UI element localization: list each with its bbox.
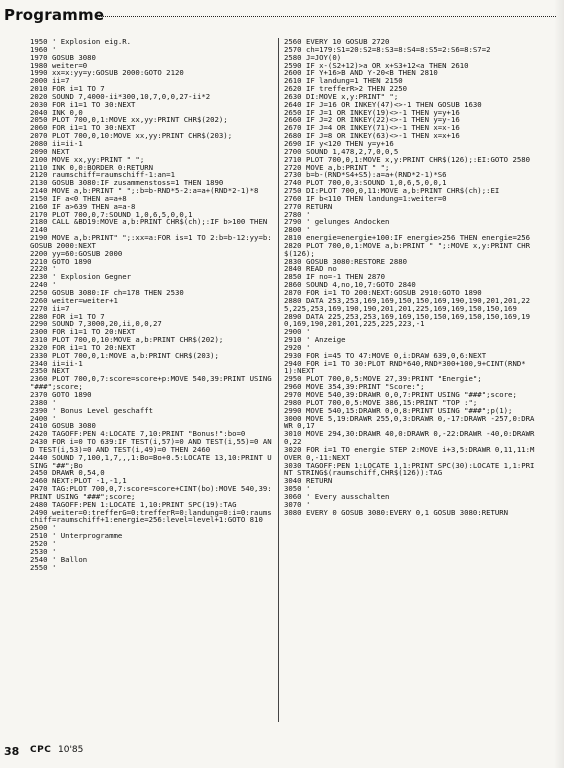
code-line: 2470 TAG:PLOT 700,0,7:score=score+CINT(bo):MOVE 540,39:PRINT USING "###";score; bbox=[30, 484, 272, 501]
code-line: 2380 ' bbox=[30, 397, 57, 407]
code-line: 2890 DATA 225,253,253,169,169,150,150,169,150,150,169,190,169,190,201,201,225,225,223,-1 bbox=[284, 311, 531, 329]
code-line: 2290 SOUND 7,3000,20,ii,0,0,27 bbox=[30, 319, 162, 329]
code-line: 2480 TAGOFF:PEN 1:LOCATE 1,10:PRINT SPC(19):TAG bbox=[30, 499, 237, 509]
code-line: 3010 MOVE 294,30:DRAWR 40,0:DRAWR 0,-22:DRAWR -40,0:DRAWR 0,22 bbox=[284, 429, 539, 447]
code-line: 2180 CALL &BD19:MOVE a,b:PRINT CHR$(ch);:IF b>100 THEN 2140 bbox=[30, 217, 272, 235]
code-line: 2310 PLOT 700,0,10:MOVE a,b:PRINT CHR$(202); bbox=[30, 335, 224, 345]
code-line: 2630 DI:MOVE x,y:PRINT" "; bbox=[284, 91, 399, 101]
code-line: 3020 FOR i=1 TO energie STEP 2:MOVE i+3,5:DRAWR 0,11,11:MOVER 0,-11:NEXT bbox=[284, 444, 535, 462]
code-line: 2440 SOUND 7,100,1,7,,,1:Bo=Bo+0.5:LOCATE 13,10:PRINT USING "##";Bo bbox=[30, 452, 272, 470]
code-line: 3030 TAGOFF:PEN 1:LOCATE 1,1:PRINT SPC(30):LOCATE 1,1:PRINT STRING$(raumschiff,CHR$(126)):TAG bbox=[284, 460, 535, 478]
code-line: 2140 MOVE a,b:PRINT " ";:b=b-RND*5-2:a=a+(RND*2-1)*8 bbox=[30, 186, 259, 196]
code-line: 2130 GOSUB 3080:IF zusammenstoss=1 THEN 1890 bbox=[30, 178, 224, 188]
code-line: 2700 SOUND 1,478,2,7,0,0,5 bbox=[284, 146, 399, 156]
code-line: 2830 GOSUB 3080:RESTORE 2880 bbox=[284, 256, 408, 266]
code-line: 2660 IF J=2 OR INKEY(22)<>-1 THEN y=y-16 bbox=[284, 115, 460, 125]
code-line: 2220 ' bbox=[30, 264, 57, 274]
code-line: 2150 IF a<0 THEN a=a+8 bbox=[30, 193, 127, 203]
code-line: 2640 IF J=16 OR INKEY(47)<>-1 THEN GOSUB 1630 bbox=[284, 99, 482, 109]
header-dotted-rule bbox=[96, 16, 556, 17]
code-line: 2000 ii=7 bbox=[30, 76, 70, 86]
code-line: 2110 INK 0,0:BORDER 0:RETURN bbox=[30, 162, 154, 172]
code-line: 2970 MOVE 540,39:DRAWR 0,0,7:PRINT USING "###";score; bbox=[284, 389, 517, 399]
code-line: 2530 ' bbox=[30, 546, 57, 556]
listing-column-right bbox=[284, 37, 539, 722]
code-line: 3060 ' Every ausschalten bbox=[284, 491, 390, 501]
code-line: 2840 READ no bbox=[284, 264, 337, 274]
code-line: 2280 FOR i=1 TO 7 bbox=[30, 311, 105, 321]
code-line: 2600 IF Y+16>B AND Y-20<B THEN 2810 bbox=[284, 68, 438, 78]
code-line: 2960 MOVE 354,39:PRINT "Score:"; bbox=[284, 382, 425, 392]
code-line: 2010 FOR i=1 TO 7 bbox=[30, 84, 105, 94]
code-line: 2770 RETURN bbox=[284, 201, 333, 211]
code-line: 2560 EVERY 10 GOSUB 2720 bbox=[284, 37, 390, 46]
code-line: 2450 DRAWR 0,54,0 bbox=[30, 468, 105, 478]
code-line: 2100 MOVE xx,yy:PRINT " "; bbox=[30, 154, 145, 164]
code-line: 2400 ' bbox=[30, 413, 57, 423]
code-line: 2040 INK 0,0 bbox=[30, 107, 83, 117]
code-line: 2760 IF b<110 THEN landung=1:weiter=0 bbox=[284, 193, 447, 203]
code-line: 2080 ii=ii-1 bbox=[30, 138, 83, 148]
code-line: 2340 ii=ii-1 bbox=[30, 358, 83, 368]
code-line: 2240 ' bbox=[30, 280, 57, 290]
code-line: 3080 EVERY 0 GOSUB 3080:EVERY 0,1 GOSUB 3080:RETURN bbox=[284, 507, 509, 517]
page-header bbox=[0, 0, 564, 30]
code-line: 3070 ' bbox=[284, 499, 311, 509]
code-line: 2780 ' bbox=[284, 209, 311, 219]
code-line: 2790 ' gelunges Andocken bbox=[284, 217, 390, 227]
code-line: 2620 IF trefferR>2 THEN 2250 bbox=[284, 84, 408, 94]
code-line: 2360 PLOT 700,0,7:score=score+p:MOVE 540,39:PRINT USING "###";score; bbox=[30, 374, 277, 392]
code-line: 3040 RETURN bbox=[284, 476, 333, 486]
code-line: 2410 GOSUB 3080 bbox=[30, 421, 96, 431]
code-line: 2570 ch=179:S1=20:S2=8:S3=8:S4=8:S5=2:S6=8:S7=2 bbox=[284, 44, 491, 54]
code-line: 1960 ' bbox=[30, 44, 57, 54]
code-line: 2880 DATA 253,253,169,169,150,150,169,190,190,201,201,225,225,253,169,190,190,201,201,225,169,169,150,150,169 bbox=[284, 295, 531, 313]
code-line: 2500 ' bbox=[30, 523, 57, 533]
code-line: 2540 ' Ballon bbox=[30, 554, 88, 564]
code-line: 1990 xx=x:yy=y:GOSUB 2000:GOTO 2120 bbox=[30, 68, 184, 78]
code-line: 2260 weiter=weiter+1 bbox=[30, 295, 118, 305]
code-line: 1950 ' Explosion eig.R. bbox=[30, 37, 132, 46]
listing-column-left bbox=[30, 38, 275, 722]
code-line: 2270 ii=7 bbox=[30, 303, 70, 313]
code-line: 2370 GOTO 1890 bbox=[30, 389, 92, 399]
column-divider bbox=[278, 38, 279, 722]
code-line: 1970 GOSUB 3080 bbox=[30, 52, 96, 62]
code-line: 2720 MOVE a,b:PRINT " "; bbox=[284, 162, 390, 172]
code-line: 2190 MOVE a,b:PRINT" ";:xx=a:FOR is=1 TO 2:b=b-12:yy=b:GOSUB 2000:NEXT bbox=[30, 233, 272, 250]
code-line: 2460 NEXT:PLOT -1,-1,1 bbox=[30, 476, 127, 486]
code-line: 1980 weiter=0 bbox=[30, 60, 88, 70]
code-line: 2940 FOR i=1 TO 30:PLOT RND*640,RND*300+100,9+CINT(RND*1):NEXT bbox=[284, 358, 526, 376]
code-line: 2860 SOUND 4,no,10,7:GOTO 2840 bbox=[284, 280, 416, 290]
code-line: 2750 DI:PLOT 700,0,11:MOVE a,b:PRINT CHR$(ch);:EI bbox=[284, 186, 500, 196]
code-line: 2300 FOR i1=1 TO 20:NEXT bbox=[30, 327, 136, 337]
code-line: 2060 FOR i1=1 TO 30:NEXT bbox=[30, 123, 136, 133]
code-line: 2900 ' bbox=[284, 327, 311, 337]
code-line: 2120 raumschiff=raumschiff-1:an=1 bbox=[30, 170, 175, 180]
code-line: 2590 IF x-(S2+12)>a OR x+S3+12<a THEN 2610 bbox=[284, 60, 469, 70]
issue-date: 10'85 bbox=[58, 745, 84, 755]
code-line: 3050 ' bbox=[284, 484, 311, 494]
code-line: 2420 TAGOFF:PEN 4:LOCATE 7,10:PRINT "Bonus!":bo=0 bbox=[30, 429, 246, 439]
page-edge-shadow bbox=[554, 0, 564, 768]
page-number: 38 bbox=[4, 745, 20, 758]
code-line: 2980 PLOT 700,0,5:MOVE 386,15:PRINT "TOP :"; bbox=[284, 397, 478, 407]
code-line: 2850 IF no=-1 THEN 2870 bbox=[284, 272, 386, 282]
code-line: 2550 ' bbox=[30, 562, 57, 572]
code-line: 2910 ' Anzeige bbox=[284, 335, 346, 345]
code-line: 2350 NEXT bbox=[30, 366, 70, 376]
code-line: 2330 PLOT 700,0,1:MOVE a,b:PRINT CHR$(203); bbox=[30, 350, 219, 360]
code-line: 2430 FOR i=0 TO 639:IF TEST(i,57)=0 AND TEST(i,55)=0 AND TEST(i,53)=0 AND TEST(i,49)=0 THEN 2460 bbox=[30, 437, 272, 454]
code-line: 2020 SOUND 7,4000-ii*300,10,7,0,0,27-ii*2 bbox=[30, 91, 211, 101]
code-line: 2250 GOSUB 3080:IF ch=178 THEN 2530 bbox=[30, 288, 184, 297]
code-line: 2160 IF a>639 THEN a=a-8 bbox=[30, 201, 136, 211]
code-line: 2800 ' bbox=[284, 225, 311, 235]
code-line: 2610 IF landung=1 THEN 2150 bbox=[284, 76, 403, 86]
code-line: 2390 ' Bonus Level geschafft bbox=[30, 405, 154, 415]
code-line: 2580 J=JOY(0) bbox=[284, 52, 342, 62]
code-line: 2650 IF J=1 OR INKEY(19)<>-1 THEN y=y+16 bbox=[284, 107, 460, 117]
code-line: 2930 FOR i=45 TO 47:MOVE 0,i:DRAW 639,0,6:NEXT bbox=[284, 350, 487, 360]
code-line: 2690 IF y<120 THEN y=y+16 bbox=[284, 138, 394, 148]
code-line: 2680 IF J=8 OR INKEY(63)<>-1 THEN x=x+16 bbox=[284, 131, 460, 141]
code-line: 2870 FOR i=1 TO 200:NEXT:GOSUB 2910:GOTO 1890 bbox=[284, 288, 482, 297]
code-line: 2230 ' Explosion Gegner bbox=[30, 272, 132, 282]
code-line: 2490 weiter=0:trefferG=0:trefferR=0:landung=0:i=0:raumschiff=raumschiff+1:energie=256:level=level+1:GOTO 810 bbox=[30, 507, 272, 525]
code-line: 2920 ' bbox=[284, 342, 311, 352]
code-line: 2710 PLOT 700,0,1:MOVE x,y:PRINT CHR$(126);:EI:GOTO 2580 bbox=[284, 154, 531, 164]
code-line: 2170 PLOT 700,0,7:SOUND 1,0,6,5,0,0,1 bbox=[30, 209, 193, 219]
code-line: 3000 MOVE 5,19:DRAWR 255,0,3:DRAWR 0,-17:DRAWR -257,0:DRAWR 0,17 bbox=[284, 413, 535, 431]
section-title: Programme bbox=[4, 6, 105, 24]
code-line: 2730 b=b-(RND*S4+S5):a=a+(RND*2-1)*S6 bbox=[284, 170, 447, 180]
magazine-name: CPC bbox=[30, 745, 52, 755]
code-line: 2090 NEXT bbox=[30, 146, 70, 156]
code-line: 2510 ' Unterprogramme bbox=[30, 531, 123, 541]
code-line: 2200 yy=60:GOSUB 2000 bbox=[30, 248, 123, 258]
code-line: 2030 FOR i1=1 TO 30:NEXT bbox=[30, 99, 136, 109]
code-line: 2990 MOVE 540,15:DRAWR 0,0,8:PRINT USING "###";p(1); bbox=[284, 405, 513, 415]
code-line: 2950 PLOT 700,0,5:MOVE 27,39:PRINT "Energie"; bbox=[284, 374, 482, 384]
code-line: 2320 FOR i1=1 TO 20:NEXT bbox=[30, 342, 136, 352]
code-line: 2520 ' bbox=[30, 539, 57, 548]
code-line: 2820 PLOT 700,0,1:MOVE a,b:PRINT " ";:MOVE x,y:PRINT CHR$(126); bbox=[284, 240, 531, 258]
code-line: 2050 PLOT 700,0,1:MOVE xx,yy:PRINT CHR$(202); bbox=[30, 115, 228, 125]
code-line: 2670 IF J=4 OR INKEY(71)<>-1 THEN x=x-16 bbox=[284, 123, 460, 133]
code-line: 2810 energie=energie+100:IF energie>256 THEN energie=256 bbox=[284, 233, 531, 243]
code-line: 2740 PLOT 700,0,3:SOUND 1,0,6,5,0,0,1 bbox=[284, 178, 447, 188]
code-line: 2070 PLOT 700,0,10:MOVE xx,yy:PRINT CHR$(203); bbox=[30, 131, 233, 141]
code-line: 2210 GOTO 1890 bbox=[30, 256, 92, 266]
